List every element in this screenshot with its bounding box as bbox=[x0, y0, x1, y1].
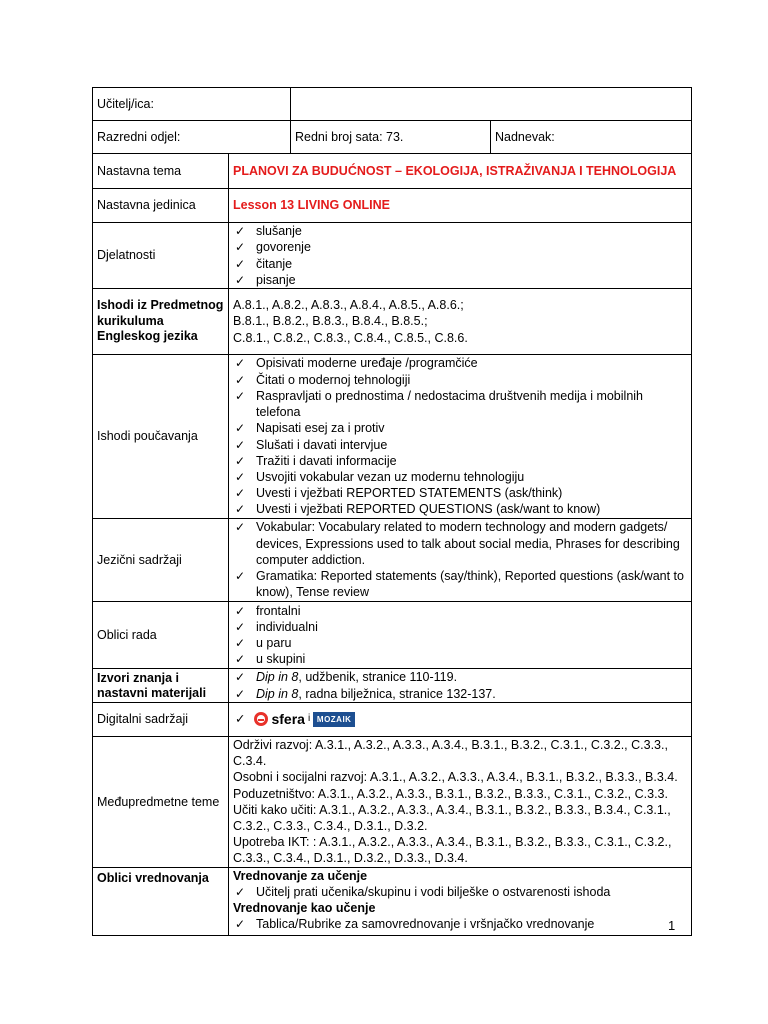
check-icon: ✓ bbox=[235, 372, 246, 387]
list-item: ✓ frontalni bbox=[235, 603, 301, 618]
list-item: ✓ Uvesti i vježbati REPORTED QUESTIONS (ask/want to know) bbox=[235, 502, 601, 517]
vrednovanje-label: Oblici vrednovanja bbox=[93, 867, 229, 935]
list-item: ✓ Raspravljati o prednostima / nedostacima društvenih medija i mobilnih telefona bbox=[235, 388, 643, 420]
check-icon: ✓ bbox=[235, 619, 246, 634]
class-label: Razredni odjel: bbox=[93, 121, 291, 154]
check-icon: ✓ bbox=[235, 652, 246, 667]
date-label: Nadnevak: bbox=[491, 121, 692, 154]
ishodi-pk-line: A.8.1., A.8.2., A.8.3., A.8.4., A.8.5., A.8.6.; bbox=[233, 298, 464, 313]
check-icon: ✓ bbox=[235, 224, 246, 239]
check-icon: ✓ bbox=[235, 240, 246, 255]
page-number: 1 bbox=[668, 918, 676, 933]
vred-heading: Vrednovanje za učenje bbox=[233, 868, 368, 883]
tema-label: Nastavna tema bbox=[93, 154, 229, 189]
check-icon: ✓ bbox=[235, 712, 246, 727]
medju-line: Poduzetništvo: A.3.1., A.3.2., A.3.3., B.3.1., B.3.2., B.3.3., C.3.1., C.3.2., C.3.3. bbox=[233, 786, 668, 801]
check-icon: ✓ bbox=[235, 437, 246, 452]
check-icon: ✓ bbox=[235, 453, 246, 468]
check-icon: ✓ bbox=[235, 569, 246, 584]
list-item: ✓ Slušati i davati intervjue bbox=[235, 437, 388, 452]
check-icon: ✓ bbox=[235, 917, 246, 932]
list-item: ✓ Tablica/Rubrike za samovrednovanje i vršnjačko vrednovanje bbox=[235, 917, 595, 932]
list-item: ✓ Uvesti i vježbati REPORTED STATEMENTS (ask/think) bbox=[235, 486, 563, 501]
izvori-list bbox=[233, 669, 687, 701]
izvori-label: Izvori znanja i nastavni materijali bbox=[93, 669, 229, 703]
check-icon: ✓ bbox=[235, 884, 246, 899]
digitalni-label: Digitalni sadržaji bbox=[93, 703, 229, 737]
list-item: ✓ Opisivati moderne uređaje /programčiće bbox=[235, 356, 478, 371]
teacher-value bbox=[291, 88, 692, 121]
check-icon: ✓ bbox=[235, 256, 246, 271]
check-icon: ✓ bbox=[235, 272, 246, 287]
medju-line: Održivi razvoj: A.3.1., A.3.2., A.3.3., A.3.4., B.3.1., B.3.2., C.3.1., C.3.2., C.3.3., C.3.4. bbox=[233, 738, 668, 769]
oblici-list bbox=[233, 603, 687, 668]
medju-line: Osobni i socijalni razvoj: A.3.1., A.3.2., A.3.3., A.3.4., B.3.1., B.3.2., B.3.3., B.3.4. bbox=[233, 770, 678, 785]
list-item: ✓ Tražiti i davati informacije bbox=[235, 453, 397, 468]
jezicni-list bbox=[233, 519, 687, 600]
check-icon: ✓ bbox=[235, 486, 246, 501]
teacher-label: Učitelj/ica: bbox=[93, 88, 291, 121]
lesson-number: Redni broj sata: 73. bbox=[291, 121, 491, 154]
list-item: ✓ čitanje bbox=[235, 256, 293, 271]
check-icon: ✓ bbox=[235, 469, 246, 484]
check-icon: ✓ bbox=[235, 421, 246, 436]
logo-separator: i bbox=[307, 713, 311, 725]
medju-line: Upotreba IKT: : A.3.1., A.3.2., A.3.3., A.3.4., B.3.1., B.3.2., B.3.3., C.3.1., C.3.2., C.3.3., C.3.4., D.3.1., D.3.2., D.3.3., D.3.4. bbox=[233, 835, 672, 866]
list-item: ✓ Učitelj prati učenika/skupinu i vodi bilješke o ostvarenosti ishoda bbox=[235, 884, 611, 899]
esfera-e-icon bbox=[254, 712, 268, 726]
list-item: ✓ Čitati o modernoj tehnologiji bbox=[235, 372, 411, 387]
check-icon: ✓ bbox=[235, 520, 246, 535]
mozaik-logo: MOZAIK bbox=[313, 712, 355, 727]
djelatnosti-list bbox=[233, 223, 687, 288]
jedinica-label: Nastavna jedinica bbox=[93, 189, 229, 223]
list-item: ✓ individualni bbox=[235, 619, 318, 634]
list-item: ✓ Napisati esej za i protiv bbox=[235, 421, 385, 436]
list-item: ✓ u skupini bbox=[235, 652, 306, 667]
list-item: ✓ Vokabular: Vocabulary related to modern technology and modern gadgets/ devices, Expressions used to talk about social media, Phrases for describing computer addiction. bbox=[235, 520, 680, 567]
check-icon: ✓ bbox=[235, 388, 246, 403]
ishodi-pk-line: B.8.1., B.8.2., B.8.3., B.8.4., B.8.5.; bbox=[233, 314, 428, 329]
esfera-logo: sfera bbox=[254, 711, 304, 727]
vred-list bbox=[233, 884, 687, 900]
jedinica-value: Lesson 13 LIVING ONLINE bbox=[229, 189, 692, 223]
list-item: ✓ Dip in 8, radna bilježnica, stranice 132-137. bbox=[235, 686, 496, 701]
check-icon: ✓ bbox=[235, 356, 246, 371]
list-item: ✓ Usvojiti vokabular vezan uz modernu tehnologiju bbox=[235, 469, 525, 484]
vred-list bbox=[233, 916, 687, 932]
ishodi-pou-label: Ishodi poučavanja bbox=[93, 355, 229, 519]
digital-logos bbox=[233, 710, 687, 730]
list-item: ✓ u paru bbox=[235, 636, 292, 650]
lesson-plan-table bbox=[92, 87, 692, 936]
oblici-label: Oblici rada bbox=[93, 602, 229, 669]
djelatnosti-label: Djelatnosti bbox=[93, 223, 229, 289]
vred-heading: Vrednovanje kao učenje bbox=[233, 901, 376, 916]
medju-line: Učiti kako učiti: A.3.1., A.3.2., A.3.3., A.3.4., B.3.1., B.3.2., B.3.3., B.3.4., C.3.1., C.3.2., C.3.3., C.3.4., D.3.1., D.3.2. bbox=[233, 802, 671, 834]
check-icon: ✓ bbox=[235, 603, 246, 618]
ishodi-pou-list bbox=[233, 355, 687, 517]
check-icon: ✓ bbox=[235, 636, 246, 650]
list-item: ✓ slušanje bbox=[235, 224, 302, 239]
list-item: ✓ govorenje bbox=[235, 240, 311, 255]
list-item: ✓ pisanje bbox=[235, 272, 296, 287]
check-icon: ✓ bbox=[235, 502, 246, 517]
list-item: ✓ Dip in 8, udžbenik, stranice 110-119. bbox=[235, 670, 458, 685]
ishodi-pk-line: C.8.1., C.8.2., C.8.3., C.8.4., C.8.5., C.8.6. bbox=[233, 330, 468, 345]
check-icon: ✓ bbox=[235, 670, 246, 685]
ishodi-pk-label: Ishodi iz Predmetnog kurikuluma Engleskog jezika bbox=[93, 289, 229, 355]
medju-label: Međupredmetne teme bbox=[93, 737, 229, 868]
list-item: ✓ Gramatika: Reported statements (say/think), Reported questions (ask/want to know), Tense review bbox=[235, 569, 684, 600]
tema-value: PLANOVI ZA BUDUĆNOST – EKOLOGIJA, ISTRAŽIVANJA I TEHNOLOGIJA bbox=[229, 154, 692, 189]
check-icon: ✓ bbox=[235, 686, 246, 701]
jezicni-label: Jezični sadržaji bbox=[93, 519, 229, 602]
